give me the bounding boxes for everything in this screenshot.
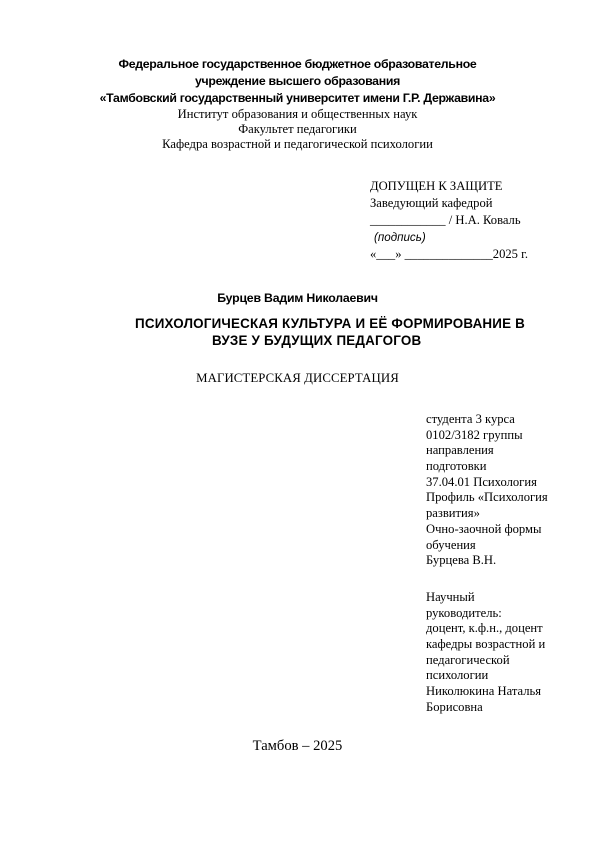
- header-faculty: Факультет педагогики: [238, 122, 357, 136]
- header-university: «Тамбовский государственный университет имени Г.Р. Державина»: [99, 91, 496, 105]
- work-type: МАГИСТЕРСКАЯ ДИССЕРТАЦИЯ: [196, 371, 399, 385]
- header-line-2: учреждение высшего образования: [195, 74, 400, 88]
- supervisor-line: Борисовна: [426, 699, 483, 714]
- supervisor-line: Николюкина Наталья: [426, 684, 542, 699]
- student-line: Очно-заочной формы: [426, 521, 542, 536]
- header-institute: Институт образования и общественных наук: [177, 107, 418, 121]
- thesis-title-line-2: ВУЗЕ У БУДУЩИХ ПЕДАГОГОВ: [212, 333, 422, 348]
- approval-date-line: «___» ______________2025 г.: [370, 247, 529, 261]
- student-line: развития»: [426, 506, 480, 521]
- student-line: подготовки: [426, 459, 487, 474]
- student-line: студента 3 курса: [426, 412, 515, 426]
- student-line: 0102/3182 группы: [426, 427, 523, 442]
- supervisor-block: [426, 590, 545, 716]
- author-name: Бурцев Вадим Николаевич: [217, 291, 378, 305]
- student-line: Бурцева В.Н.: [426, 553, 497, 568]
- student-line: обучения: [426, 537, 476, 552]
- approval-title: ДОПУЩЕН К ЗАЩИТЕ: [370, 179, 503, 193]
- approval-head-label: Заведующий кафедрой: [370, 196, 493, 210]
- supervisor-line: Научный: [426, 590, 475, 604]
- student-block: [426, 412, 548, 569]
- approval-block: [370, 178, 528, 263]
- student-line: направления: [426, 443, 494, 458]
- city-year: Тамбов – 2025: [252, 738, 343, 754]
- thesis-title-line-1: ПСИХОЛОГИЧЕСКАЯ КУЛЬТУРА И ЕЁ ФОРМИРОВАНИЕ В: [135, 316, 526, 331]
- header-line-1: Федеральное государственное бюджетное образовательное: [118, 57, 477, 71]
- approval-signature-line: ____________ / Н.А. Коваль: [370, 213, 521, 227]
- student-line: Профиль «Психология: [426, 490, 548, 505]
- supervisor-line: педагогической: [426, 652, 510, 667]
- supervisor-line: доцент, к.ф.н., доцент: [426, 621, 543, 636]
- approval-signature-hint: (подпись): [374, 231, 426, 244]
- student-line: 37.04.01 Психология: [426, 474, 537, 489]
- supervisor-line: кафедры возрастной и: [426, 637, 546, 652]
- header-department: Кафедра возрастной и педагогической психологии: [162, 137, 433, 151]
- supervisor-line: психологии: [426, 668, 489, 683]
- supervisor-line: руководитель:: [426, 605, 502, 620]
